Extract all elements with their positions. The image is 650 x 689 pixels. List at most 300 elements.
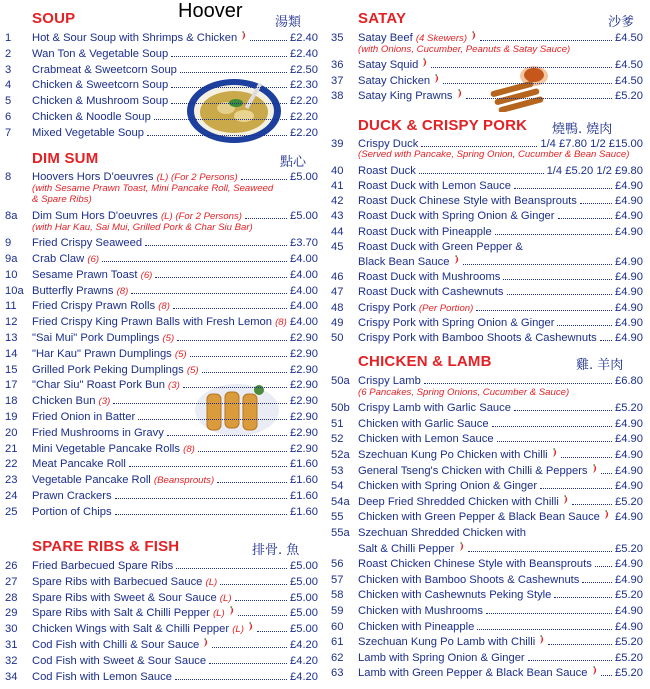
item-name-text: Hoovers Hors D'oeuvres [32,171,154,183]
item-price: £4.90 [615,179,643,192]
dot-leader [419,164,544,174]
item-price: £4.50 [615,74,643,87]
menu-item [0,378,322,392]
item-number: 51 [331,417,344,430]
item-number: 23 [5,474,18,487]
item-name-text: Meat Pancake Roll [32,458,126,471]
item-price: £2.90 [290,395,318,408]
menu-item [326,225,648,239]
item-name [32,94,168,108]
item-name [32,268,152,283]
menu-item [326,270,648,284]
menu-item [326,285,648,299]
item-name-text: Chicken with Bamboo Shoots & Cashewnuts [358,573,580,586]
dot-leader [492,417,612,427]
item-name-text: Spare Ribs with Sweet & Sour Sauce [32,591,217,604]
item-number: 61 [331,636,344,649]
item-name [32,473,214,488]
item-number: 34 [5,670,18,683]
item-number: 14 [5,347,18,360]
chicken-section-title: CHICKEN & LAMB [358,353,492,370]
dot-leader [601,666,612,676]
item-note: (3) [98,396,111,408]
item-name [358,316,554,330]
menu-item [0,489,322,503]
item-name [32,505,112,519]
item-name-text: Szechuan Kung Po Lamb with Chilli [358,636,536,649]
item-price: £2.90 [290,363,318,376]
dot-leader [572,495,612,505]
menu-item [0,426,322,440]
item-name-text: Chicken & Mushroom Soup [32,95,169,108]
chilli-icon [453,257,460,267]
item-name-text: Szechuan Shredded Chicken with [358,526,526,539]
item-name [32,110,151,124]
dot-leader [582,573,612,583]
item-note: (Beansprouts) [153,475,215,487]
item-name-text: Chicken with Cashewnuts Peking Style [358,589,552,602]
item-number: 42 [331,195,344,208]
menu-item [326,194,648,208]
item-number: 18 [5,395,18,408]
chicken-chinese-title: 雞. 羊肉 [576,358,624,373]
menu-item [326,573,648,587]
item-name [358,635,545,649]
item-name-text: Roast Duck with Pineapple [358,225,492,238]
menu-item [326,301,648,315]
dot-leader [601,464,612,474]
item-name [32,426,164,440]
item-name [32,252,99,267]
dot-leader [495,225,612,235]
dot-leader [497,432,612,442]
item-number: 54a [331,495,350,508]
menu-item [326,74,648,88]
item-name [32,315,287,330]
item-note: (L) [219,592,232,604]
menu-item [0,126,322,140]
item-price: £2.90 [290,442,318,455]
item-name-text: Chicken with Green Pepper & Black Bean Sauce [358,511,600,524]
item-name [358,464,598,478]
item-price: £2.90 [290,331,318,344]
item-price: £5.00 [290,575,318,588]
menu-item [0,670,322,684]
item-number: 41 [331,179,344,192]
dot-leader [235,591,287,601]
menu-item [326,331,648,345]
item-note: (3) [168,380,180,392]
item-number: 8a [5,209,18,222]
dot-leader [183,378,287,388]
item-name-text: Crispy Pork [358,301,416,314]
item-name-text: Fried Mushrooms in Gravy [32,426,164,439]
item-number: 50 [331,331,344,344]
chilli-icon [470,33,477,43]
menu-item [0,575,322,589]
item-name [32,457,126,471]
item-number: 9a [5,252,18,265]
item-number: 59 [331,604,344,617]
dot-leader [486,604,612,614]
dot-leader [154,110,287,120]
dot-leader [480,31,612,41]
menu-item [0,622,322,636]
item-price: £4.90 [615,620,643,633]
item-price: £5.00 [290,607,318,620]
item-price: £5.20 [615,495,643,508]
item-number: 30 [5,623,18,636]
item-price: £2.20 [290,111,318,123]
menu-item [0,31,322,45]
dot-leader [171,94,287,104]
menu-item [326,58,648,72]
menu-item [326,604,648,618]
item-price: £4.90 [615,255,643,268]
chilli-icon [456,91,463,101]
item-note: (L) (For 2 Persons) [156,172,238,183]
item-name [358,448,558,462]
item-description: (with Sesame Prawn Toast, Mini Pancake Roll, Seaweed [32,182,274,194]
item-number: 32 [5,654,18,667]
spareribs-section-title: SPARE RIBS & FISH [32,538,180,555]
menu-item [326,588,648,602]
menu-item [0,110,322,124]
item-name-text: Sesame Prawn Toast [32,268,138,281]
item-price: £5.20 [615,589,643,602]
item-name [358,651,525,665]
dimsum-chinese-title: 點心 [280,155,307,170]
dot-leader [155,268,287,278]
dot-leader [600,331,612,341]
menu-item [0,606,322,620]
item-number: 44 [331,225,344,238]
menu-item [326,448,648,462]
item-price: £2.50 [290,63,318,76]
menu-item [326,557,648,571]
item-note: (8) [275,317,287,329]
item-number: 17 [5,379,18,392]
item-price: £6.80 [615,375,643,387]
item-price: £2.90 [290,410,318,423]
item-price: £4.90 [615,286,643,299]
item-name-text: Fried Crispy Prawn Rolls [32,300,156,313]
dot-leader [257,622,287,632]
menu-item [326,479,648,493]
item-name-text: Grilled Pork Peking Dumplings [32,363,184,376]
item-price: £5.00 [290,171,318,183]
item-price: £2.40 [290,47,318,60]
item-name [358,417,489,431]
item-number: 58 [331,589,344,602]
item-name-text: Salt & Chilli Pepper [358,542,455,555]
item-name-text: Roast Duck with Green Pepper & [358,240,523,253]
item-name-text: Satay Squid [358,59,419,72]
menu-item [0,315,322,329]
menu-item [0,410,322,424]
item-number: 52 [331,433,344,446]
item-note: (4 Skewers) [415,33,468,44]
item-price: £4.50 [615,59,643,72]
item-name-text: Chicken with Garlic Sauce [358,417,489,430]
item-price: £2.20 [290,95,318,108]
item-name [358,495,569,509]
item-number: 35 [331,32,344,44]
dot-leader [241,170,287,180]
item-name [32,78,168,92]
chilli-icon [591,668,598,678]
dot-leader [250,31,287,41]
item-name-text: Crab Claw [32,252,85,265]
item-name [32,670,172,684]
item-name [358,301,473,316]
menu-item [0,442,322,456]
chilli-icon [603,512,610,522]
item-price: £4.90 [615,417,643,430]
item-number: 25 [5,505,18,518]
item-number: 63 [331,667,344,680]
satay-section-title: SATAY [358,10,407,27]
item-price: £4.90 [615,271,643,284]
item-note: (8) [116,285,129,297]
dot-leader [476,301,612,311]
menu-item [326,510,648,524]
item-number: 9 [5,237,12,250]
dot-leader [145,236,287,246]
item-number: 5 [5,95,12,108]
item-name [32,126,144,140]
item-number: 27 [5,575,18,588]
item-price: £5.20 [615,651,643,664]
item-name-text: Cod Fish with Lemon Sauce [32,670,172,683]
item-number: 38 [331,90,344,103]
item-number: 60 [331,620,344,633]
item-price: £4.00 [290,316,318,329]
item-number: 50a [331,375,350,387]
item-number: 26 [5,560,18,572]
dot-leader [540,479,612,489]
chilli-icon [240,33,247,43]
item-note: (L) [205,576,218,588]
dot-leader [167,426,287,436]
item-price: £1.60 [290,505,318,518]
item-name-text: Crabmeat & Sweetcorn Soup [32,63,177,76]
item-price: £4.90 [615,464,643,477]
item-name-text: Wan Ton & Vegetable Soup [32,47,169,60]
item-price: £2.40 [290,32,318,44]
item-number: 40 [331,164,344,177]
satay-chinese-title: 沙爹 [608,15,635,30]
dot-leader [558,209,612,219]
item-name [32,559,173,573]
dot-leader [171,78,287,88]
menu-item [0,559,322,573]
item-name-text: Satay Chicken [358,74,431,87]
item-name-text: Chicken with Lemon Sauce [358,433,494,446]
menu-item [326,526,648,540]
item-name [358,526,526,540]
item-number: 15 [5,363,18,376]
menu-item [0,654,322,668]
item-price: £4.50 [615,32,643,44]
item-name [32,363,199,378]
item-number: 31 [5,639,18,651]
item-name [358,89,463,103]
item-name-text: Satay Beef [358,32,413,44]
menu-item [326,432,648,446]
menu-item [326,620,648,634]
item-name-text: "Har Kau" Prawn Dumplings [32,347,172,360]
item-name [32,394,110,409]
item-name-text: Mini Vegetable Pancake Rolls [32,442,181,455]
dot-leader [138,410,287,420]
dot-leader [561,448,612,458]
menu-item [326,651,648,665]
dot-leader [424,374,612,384]
item-name [358,401,511,415]
chilli-icon [433,76,440,86]
item-price: £2.90 [290,379,318,392]
item-number: 53 [331,464,344,477]
dot-leader [431,58,612,68]
menu-item [0,505,322,519]
dot-leader [514,401,612,411]
item-number: 50b [331,402,350,415]
menu-item [326,401,648,415]
chilli-icon [551,450,558,460]
item-number: 43 [331,210,344,223]
item-name [358,510,610,524]
item-description: (with Har Kau, Sai Mui, Grilled Pork & Char Siu Bar) [32,221,253,233]
dot-leader [115,489,287,499]
item-name [32,347,187,362]
item-number: 39 [331,138,344,150]
item-price: £4.00 [290,284,318,297]
item-number: 10 [5,268,18,281]
dimsum-section-title: DIM SUM [32,150,99,167]
item-name-text: Crispy Pork with Bamboo Shoots & Cashewnuts [358,331,597,344]
item-name [358,666,598,680]
item-price: £5.00 [290,591,318,604]
item-number: 45 [331,240,344,253]
item-price: £2.90 [290,426,318,439]
chilli-icon [591,466,598,476]
item-price: £2.30 [290,79,318,92]
item-price: £4.90 [615,448,643,461]
item-number: 21 [5,442,18,455]
item-price: £1.60 [290,489,318,502]
item-price: £4.90 [615,301,643,314]
item-price: £4.90 [615,225,643,238]
item-number: 20 [5,426,18,439]
item-price: £4.90 [615,573,643,586]
menu-item [326,255,648,269]
dot-leader [113,394,287,404]
menu-item [0,457,322,471]
item-name-text: Roast Duck with Cashewnuts [358,286,504,299]
dot-leader [129,457,287,467]
item-note: (L) (For 2 Persons) [160,210,243,222]
item-name [32,284,128,299]
dot-leader [548,635,612,645]
item-name [32,442,195,457]
chilli-icon [202,640,209,650]
menu-item [0,331,322,345]
dot-leader [131,284,287,294]
dot-leader [147,126,287,136]
item-price: £5.20 [615,542,643,555]
item-price: £5.20 [615,402,643,415]
item-note: (5) [174,348,187,360]
chilli-icon [458,544,465,554]
item-number: 7 [5,126,12,139]
item-number: 54 [331,480,344,493]
item-note: (L) [232,624,244,636]
item-name-text: Cod Fish with Sweet & Sour Sauce [32,654,207,667]
menu-item [326,316,648,330]
item-name [358,432,494,446]
dot-leader [198,442,287,452]
item-name-text: "Sai Mui" Pork Dumplings [32,331,160,344]
dot-leader [477,620,612,630]
chilli-icon [562,497,569,507]
item-name [358,58,428,72]
item-name-text: Fried Onion in Batter [32,410,136,423]
soup-section-title: SOUP [32,10,76,27]
item-name [32,654,206,668]
item-number: 12 [5,316,18,329]
item-number: 13 [5,331,18,344]
item-name-text: Roast Duck Chinese Style with Beansprouts [358,195,577,208]
item-number: 37 [331,74,344,87]
item-name [32,331,174,346]
item-name [358,179,511,193]
item-price: 1/4 £5.20 1/2 £9.80 [546,164,643,177]
item-name [358,479,537,493]
item-number: 22 [5,458,18,471]
chilli-icon [421,60,428,70]
item-name-text: Chicken Bun [32,395,96,408]
item-number: 3 [5,63,12,76]
dot-leader [177,331,287,341]
item-price: £4.20 [290,639,318,651]
menu-item [326,464,648,478]
item-name-text: Lamb with Green Pepper & Black Bean Sauce [358,667,588,680]
item-number: 8 [5,171,12,183]
item-price: £4.90 [615,433,643,446]
dot-leader [503,270,612,280]
item-name-text: Szechuan Kung Po Chicken with Chilli [358,448,548,461]
item-price: £4.00 [290,252,318,265]
item-name-text: Mixed Vegetable Soup [32,126,144,139]
item-name-text: Crispy Lamb [358,375,421,387]
item-name [358,225,492,239]
item-name [32,606,235,621]
item-name [32,63,177,77]
item-name [32,638,209,652]
item-name-text: Prawn Crackers [32,489,112,502]
menu-item [0,299,322,313]
item-name-text: Roast Chicken Chinese Style with Beansprouts [358,558,592,571]
item-name [32,410,135,424]
menu-item [326,495,648,509]
item-number: 55a [331,526,350,539]
item-name-text: Deep Fried Shredded Chicken with Chilli [358,495,559,508]
item-name-text: Cod Fish with Chilli & Sour Sauce [32,639,200,651]
menu-item [0,268,322,282]
item-price: £2.90 [290,347,318,360]
item-number: 19 [5,410,18,423]
